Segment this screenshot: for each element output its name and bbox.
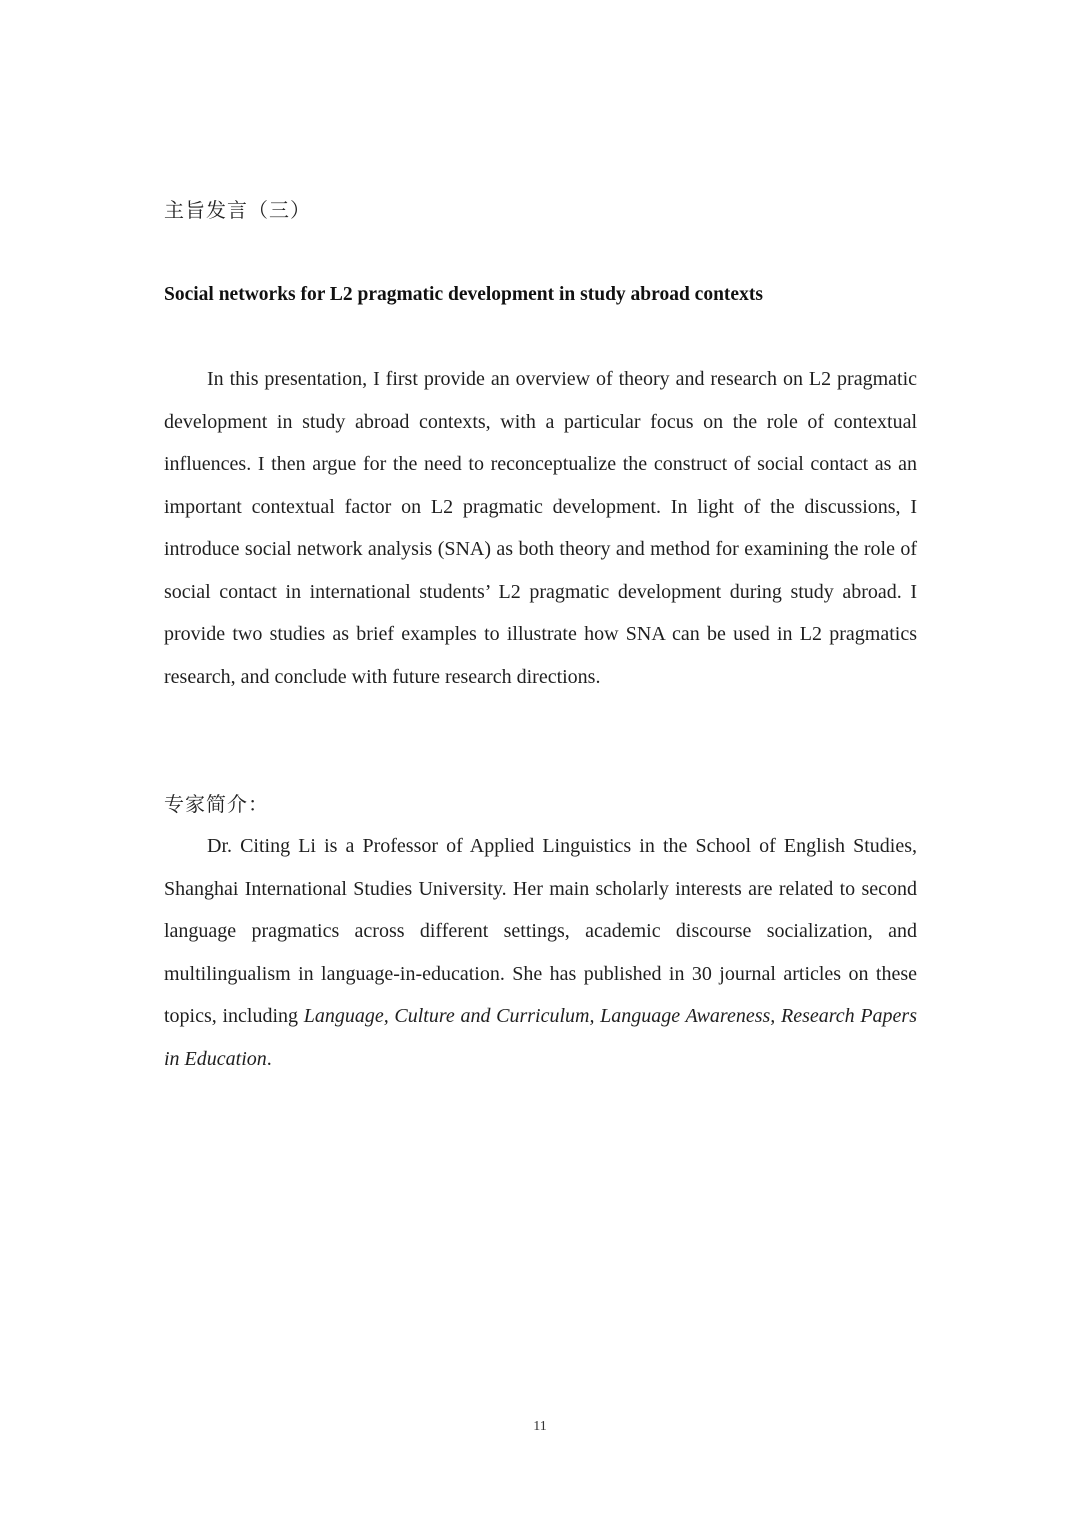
bio-text-end: . <box>266 1047 272 1070</box>
talk-abstract: In this presentation, I first provide an overview of theory and research on L2 pragmatic development in study abroad contexts, with a particular focus on the role of contextual influences. I then argue for the need to reconceptualize the construct of social contact as an important contextual factor on L2 pragmatic development. In light of the discussions, I introduce social network analysis (SNA) as both theory and method for examining the role of social contact in international students’ L2 pragmatic development during study abroad. I provide two studies as brief examples to illustrate how SNA can be used in L2 pragmatics research, and conclude with future research directions. <box>164 368 917 688</box>
journal-list: Language, Culture and Curriculum, Language Awareness, Research Papers in Education <box>164 1005 917 1070</box>
keynote-section-label: 主旨发言（三） <box>164 200 311 222</box>
talk-title: Social networks for L2 pragmatic development in study abroad contexts <box>164 284 763 305</box>
speaker-bio <box>164 825 917 1080</box>
bio-text: Dr. Citing Li is a Professor of Applied Linguistics in the School of English Studies, Shanghai International Studies University. Her main scholarly interests are related to second language pragmatics across different settings, academic discourse socialization, and multilingualism in language-in-education. She has published in 30 journal articles on these topics, including <box>164 835 917 1027</box>
page-number: 11 <box>533 1419 547 1434</box>
bio-section-label: 专家简介： <box>164 794 269 816</box>
